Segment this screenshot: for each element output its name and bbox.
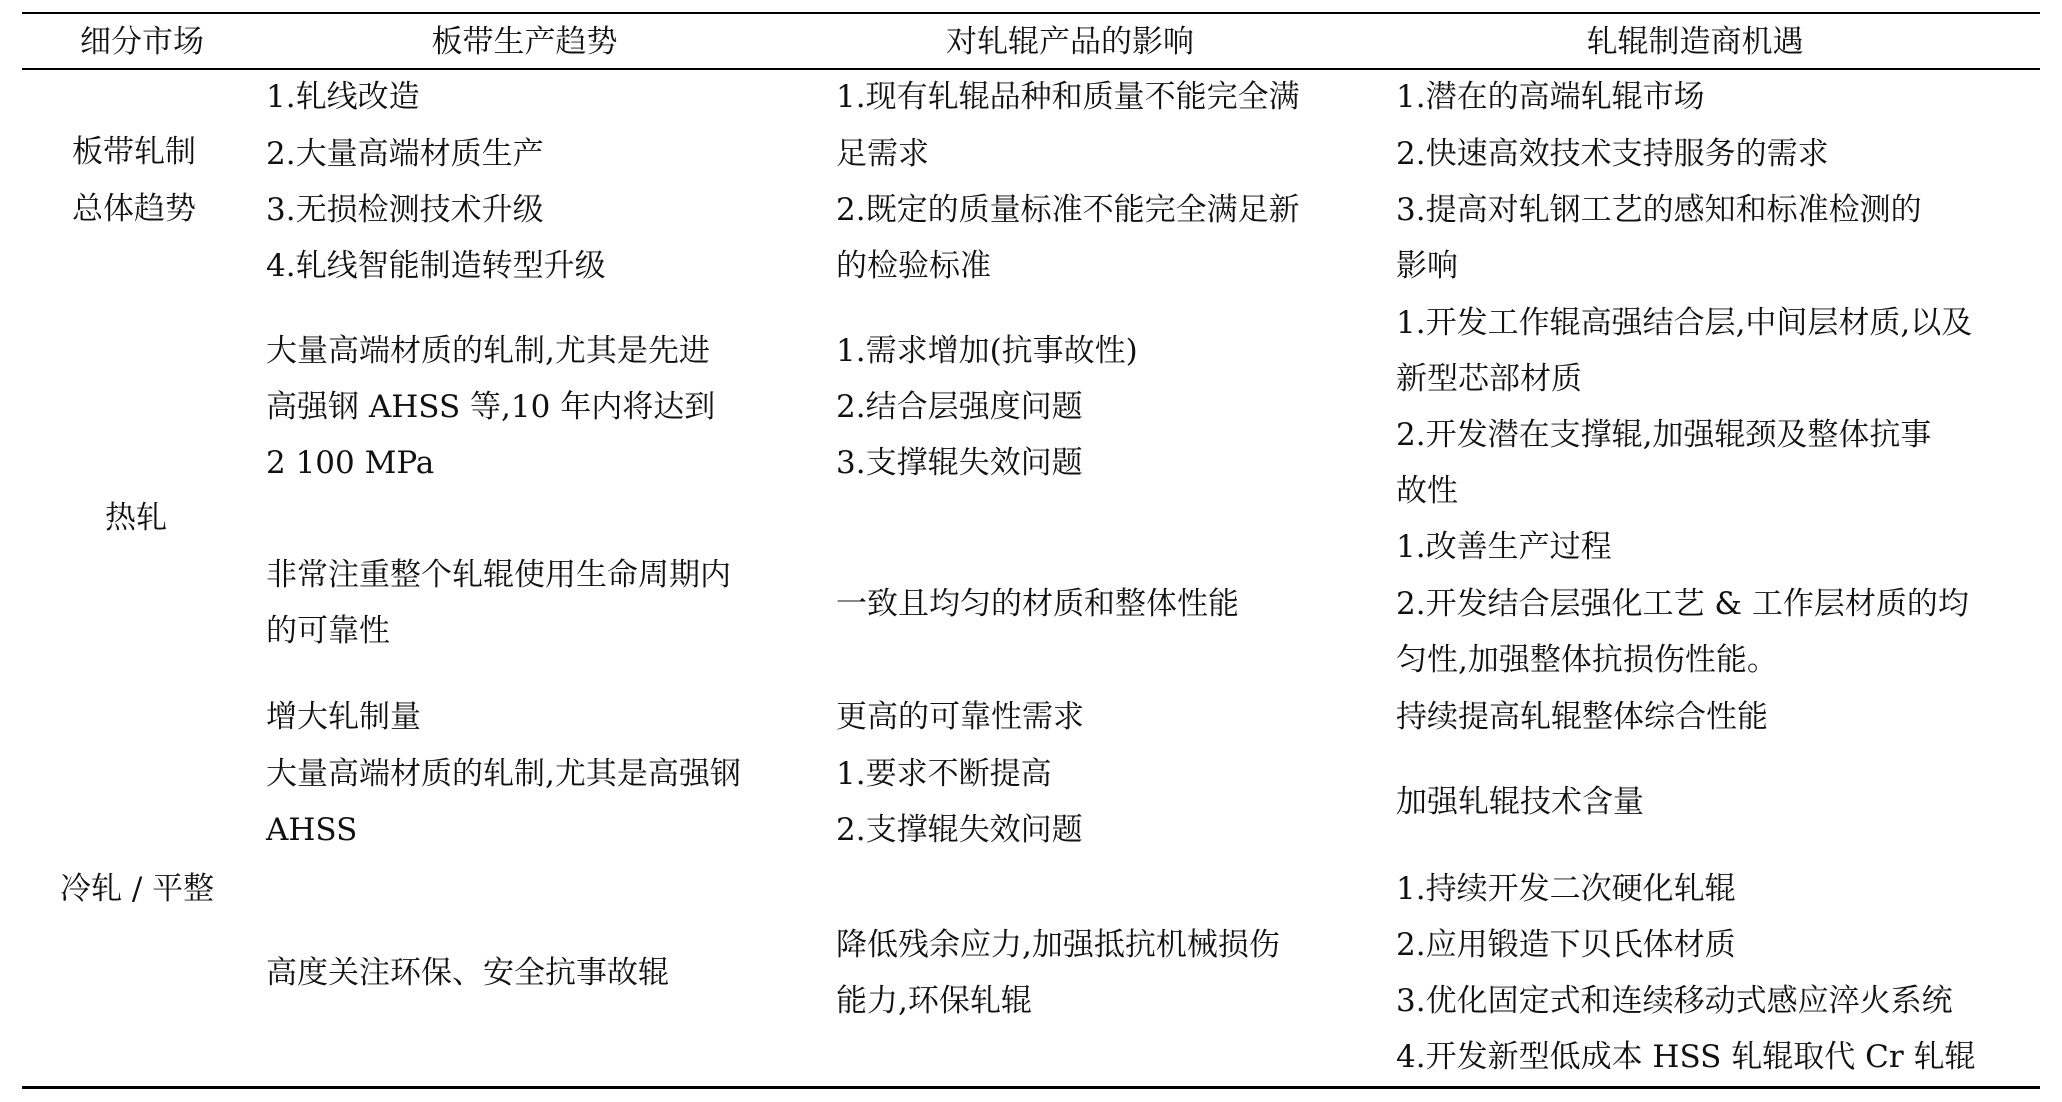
- row-2-trend-line-1: 大量高端材质的轧制,尤其是先进: [266, 333, 710, 369]
- row-4-impact-line-1: 更高的可靠性需求: [836, 699, 1084, 735]
- row-3-opportunity-line-1: 1.改善生产过程: [1396, 529, 1612, 565]
- row-1-trend-line-4: 4.轧线智能制造转型升级: [266, 248, 606, 284]
- table-bottom-rule: [22, 1086, 2040, 1089]
- row-1-trend-line-2: 2.大量高端材质生产: [266, 136, 544, 172]
- row-2-opportunity-line-1: 1.开发工作辊高强结合层,中间层材质,以及: [1396, 305, 1973, 341]
- row-5-impact-line-1: 降低残余应力,加强抵抗机械损伤: [836, 927, 1280, 963]
- row-1-trend-line-1: 1.轧线改造: [266, 79, 420, 115]
- row-4-impact-line-2: 1.要求不断提高: [836, 756, 1052, 792]
- row-3-opportunity-line-2: 2.开发结合层强化工艺 & 工作层材质的均: [1396, 586, 1969, 622]
- row-4-impact-line-3: 2.支撑辊失效问题: [836, 812, 1083, 848]
- segment-hot: 热轧: [105, 500, 167, 536]
- row-4-trend-line-2: 大量高端材质的轧制,尤其是高强钢: [266, 756, 741, 792]
- row-3-trend-line-2: 的可靠性: [266, 613, 390, 649]
- row-2-trend-line-3: 2 100 MPa: [266, 445, 435, 481]
- header-opportunity: 轧辊制造商机遇: [1586, 24, 1804, 60]
- row-1-trend-line-3: 3.无损检测技术升级: [266, 192, 544, 228]
- row-3-impact-line-1: 一致且均匀的材质和整体性能: [836, 586, 1239, 622]
- header-segment: 细分市场: [80, 24, 204, 60]
- row-2-opportunity-line-2: 新型芯部材质: [1396, 361, 1582, 397]
- row-5-opportunity-line-2: 2.应用锻造下贝氏体材质: [1396, 927, 1736, 963]
- row-4-opportunity-line-1: 持续提高轧辊整体综合性能: [1396, 699, 1768, 735]
- segment-cold: 冷轧 / 平整: [60, 871, 215, 907]
- header-trend: 板带生产趋势: [431, 24, 618, 60]
- row-4-trend-line-1: 增大轧制量: [266, 699, 421, 735]
- row-1-opportunity-line-3: 3.提高对轧钢工艺的感知和标准检测的: [1396, 192, 1922, 228]
- row-1-opportunity-line-2: 2.快速高效技术支持服务的需求: [1396, 136, 1829, 172]
- row-4-trend-line-3: AHSS: [266, 812, 358, 848]
- row-2-trend-line-2: 高强钢 AHSS 等,10 年内将达到: [266, 389, 716, 425]
- row-5-trend-line-1: 高度关注环保、安全抗事故辊: [266, 955, 669, 991]
- row-1-opportunity-line-4: 影响: [1396, 248, 1458, 284]
- row-1-opportunity-line-1: 1.潜在的高端轧辊市场: [1396, 79, 1705, 115]
- segment-overall-line-1: 板带轧制: [72, 134, 196, 170]
- row-2-opportunity-line-3: 2.开发潜在支撑辊,加强辊颈及整体抗事: [1396, 417, 1932, 453]
- row-4-opportunity-line-2: 加强轧辊技术含量: [1396, 784, 1644, 820]
- row-2-opportunity-line-4: 故性: [1396, 473, 1458, 509]
- row-2-impact-line-1: 1.需求增加(抗事故性): [836, 333, 1138, 369]
- row-3-opportunity-line-3: 匀性,加强整体抗损伤性能。: [1396, 642, 1778, 678]
- row-5-opportunity-line-3: 3.优化固定式和连续移动式感应淬火系统: [1396, 983, 1953, 1019]
- table-top-rule: [22, 12, 2040, 14]
- row-1-impact-line-3: 2.既定的质量标准不能完全满足新: [836, 192, 1300, 228]
- row-2-impact-line-3: 3.支撑辊失效问题: [836, 445, 1083, 481]
- row-3-trend-line-1: 非常注重整个轧辊使用生命周期内: [266, 557, 731, 593]
- row-5-impact-line-2: 能力,环保轧辊: [836, 983, 1032, 1019]
- row-5-opportunity-line-4: 4.开发新型低成本 HSS 轧辊取代 Cr 轧辊: [1396, 1039, 1976, 1075]
- row-5-opportunity-line-1: 1.持续开发二次硬化轧辊: [1396, 871, 1736, 907]
- segment-overall-line-2: 总体趋势: [72, 191, 196, 227]
- row-1-impact-line-2: 足需求: [836, 136, 929, 172]
- row-1-impact-line-1: 1.现有轧辊品种和质量不能完全满: [836, 79, 1300, 115]
- row-2-impact-line-2: 2.结合层强度问题: [836, 389, 1083, 425]
- header-impact: 对轧辊产品的影响: [946, 24, 1194, 60]
- row-1-impact-line-4: 的检验标准: [836, 248, 991, 284]
